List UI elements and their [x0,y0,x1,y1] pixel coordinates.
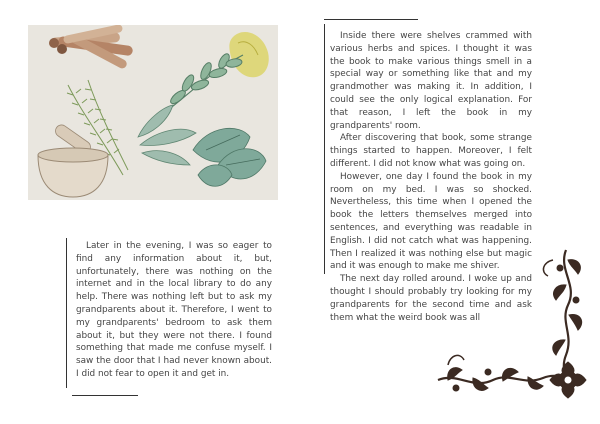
cinnamon-sticks-icon [49,25,133,70]
bay-leaves-icon [138,105,196,165]
herb-sprig-icon [168,52,243,110]
basil-leaves-icon [193,128,266,186]
lemon-icon [229,32,268,77]
left-text-column [76,240,272,381]
left-column-vertical-rule [66,238,67,388]
right-column-top-rule [324,19,418,20]
herbs-illustration [28,25,278,200]
right-column-vertical-rule [324,24,325,274]
right-paragraph-4: The next day rolled around. I woke up and thought I should probably try looking for my grandparents for the second time and ask them what the weird book was all [330,274,532,323]
herbs-spices-illustration-icon [28,25,278,200]
left-paragraph-1: Later in the evening, I was so eager to find any information about it, but, unfortunately, there was nothing on the internet and in the local library to do any help. There was nothing left but to ask my grandparents about it. Therefore, I went to my grandparents' bedroom to ask them about it, but they were not there. I found something that made me confuse myself. I saw the door that I had never known about. I did not fear to open it and get in. [76,241,272,379]
right-paragraph-1: Inside there were shelves crammed with various herbs and spices. I thought it was the book to make various things smell in a special way or something like that and my grandmother was making it. In addition, I could see the only logical explanation. For that reason, I left the book in my grandparents' room. [330,31,532,131]
floral-corner-ornament-icon [428,240,588,400]
right-paragraph-2: After discovering that book, some strange things started to happen. Moreover, I felt different. I did not know what was going on. [330,133,532,169]
left-column-bottom-rule [72,395,138,396]
right-paragraph-3: However, one day I found the book in my room on my bed. I was so shocked. Nevertheless, this time when I opened the book the letters themselves merged into sentences, and everything was readable in English. I did not catch what was happening. Then I realized it was nothing else but magic and it was enough to make me shiver. [330,171,532,272]
